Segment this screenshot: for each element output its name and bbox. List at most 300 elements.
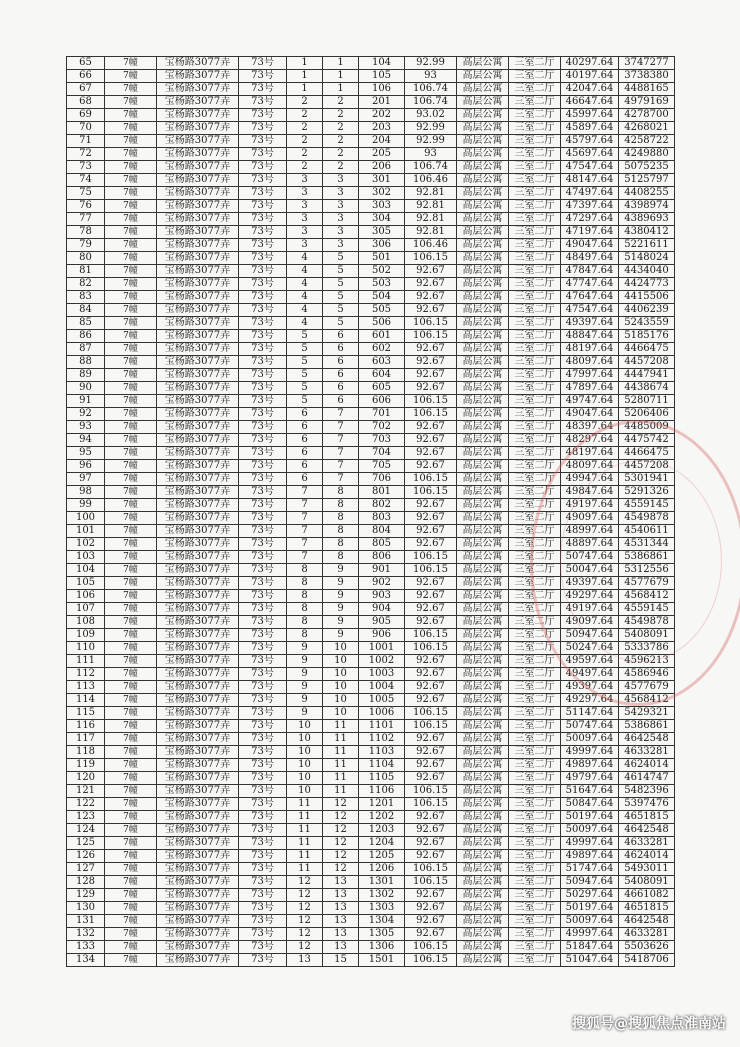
cell-seq: 97 [67, 473, 105, 486]
cell-building: 7幢 [105, 213, 157, 226]
cell-unit-price: 50097.64 [561, 915, 619, 928]
cell-real-floor: 5 [287, 330, 323, 343]
cell-real-floor: 10 [287, 746, 323, 759]
cell-seq: 75 [67, 187, 105, 200]
cell-room: 1301 [359, 876, 405, 889]
cell-real-floor: 9 [287, 694, 323, 707]
cell-seq: 118 [67, 746, 105, 759]
cell-total-price: 4596213 [619, 655, 675, 668]
cell-area: 106.15 [405, 785, 457, 798]
cell-total-price: 5148024 [619, 252, 675, 265]
cell-seq: 93 [67, 421, 105, 434]
cell-unit-price: 49997.64 [561, 837, 619, 850]
cell-area: 92.67 [405, 811, 457, 824]
cell-unit-price: 47297.64 [561, 213, 619, 226]
cell-building: 7幢 [105, 863, 157, 876]
cell-building: 7幢 [105, 902, 157, 915]
cell-road: 宝杨路3077弄 [157, 772, 239, 785]
cell-type: 高层公寓 [457, 772, 509, 785]
cell-total-price: 5075235 [619, 161, 675, 174]
cell-layout: 三室二厅 [509, 564, 561, 577]
cell-total-price: 4651815 [619, 902, 675, 915]
cell-total-price: 4466475 [619, 447, 675, 460]
cell-area: 92.67 [405, 512, 457, 525]
cell-building: 7幢 [105, 239, 157, 252]
price-table [66, 56, 675, 967]
cell-house-no: 73号 [239, 564, 287, 577]
cell-total-price: 4568412 [619, 694, 675, 707]
cell-road: 宝杨路3077弄 [157, 538, 239, 551]
cell-layout: 三室二厅 [509, 486, 561, 499]
cell-room: 801 [359, 486, 405, 499]
cell-house-no: 73号 [239, 876, 287, 889]
cell-nominal-floor: 10 [323, 694, 359, 707]
cell-unit-price: 49497.64 [561, 668, 619, 681]
cell-building: 7幢 [105, 369, 157, 382]
cell-house-no: 73号 [239, 694, 287, 707]
cell-room: 505 [359, 304, 405, 317]
table-row [67, 681, 675, 694]
cell-room: 1106 [359, 785, 405, 798]
cell-area: 106.15 [405, 642, 457, 655]
cell-type: 高层公寓 [457, 252, 509, 265]
cell-total-price: 4389693 [619, 213, 675, 226]
cell-seq: 69 [67, 109, 105, 122]
cell-building: 7幢 [105, 330, 157, 343]
cell-layout: 三室二厅 [509, 239, 561, 252]
table-row [67, 577, 675, 590]
cell-seq: 127 [67, 863, 105, 876]
cell-unit-price: 50047.64 [561, 564, 619, 577]
cell-area: 92.67 [405, 382, 457, 395]
cell-house-no: 73号 [239, 798, 287, 811]
cell-road: 宝杨路3077弄 [157, 889, 239, 902]
cell-type: 高层公寓 [457, 785, 509, 798]
cell-area: 92.67 [405, 265, 457, 278]
cell-room: 302 [359, 187, 405, 200]
cell-road: 宝杨路3077弄 [157, 252, 239, 265]
cell-unit-price: 50947.64 [561, 876, 619, 889]
cell-house-no: 73号 [239, 655, 287, 668]
cell-nominal-floor: 6 [323, 382, 359, 395]
cell-unit-price: 47197.64 [561, 226, 619, 239]
cell-type: 高层公寓 [457, 83, 509, 96]
cell-total-price: 5386861 [619, 720, 675, 733]
cell-nominal-floor: 5 [323, 317, 359, 330]
cell-road: 宝杨路3077弄 [157, 902, 239, 915]
cell-building: 7幢 [105, 837, 157, 850]
cell-total-price: 5333786 [619, 642, 675, 655]
cell-road: 宝杨路3077弄 [157, 460, 239, 473]
cell-seq: 72 [67, 148, 105, 161]
cell-road: 宝杨路3077弄 [157, 304, 239, 317]
cell-road: 宝杨路3077弄 [157, 239, 239, 252]
cell-road: 宝杨路3077弄 [157, 837, 239, 850]
cell-total-price: 4642548 [619, 824, 675, 837]
cell-real-floor: 6 [287, 460, 323, 473]
table-row [67, 187, 675, 200]
cell-room: 1305 [359, 928, 405, 941]
cell-building: 7幢 [105, 70, 157, 83]
table-row [67, 564, 675, 577]
cell-layout: 三室二厅 [509, 148, 561, 161]
cell-total-price: 5206406 [619, 408, 675, 421]
cell-unit-price: 47847.64 [561, 265, 619, 278]
cell-type: 高层公寓 [457, 408, 509, 421]
cell-house-no: 73号 [239, 239, 287, 252]
cell-road: 宝杨路3077弄 [157, 135, 239, 148]
cell-nominal-floor: 13 [323, 915, 359, 928]
cell-nominal-floor: 2 [323, 161, 359, 174]
cell-area: 92.99 [405, 135, 457, 148]
cell-building: 7幢 [105, 460, 157, 473]
cell-room: 805 [359, 538, 405, 551]
cell-layout: 三室二厅 [509, 811, 561, 824]
cell-total-price: 4624014 [619, 759, 675, 772]
cell-house-no: 73号 [239, 122, 287, 135]
cell-seq: 100 [67, 512, 105, 525]
cell-nominal-floor: 10 [323, 668, 359, 681]
table-row [67, 356, 675, 369]
cell-real-floor: 2 [287, 161, 323, 174]
cell-road: 宝杨路3077弄 [157, 629, 239, 642]
cell-room: 1001 [359, 642, 405, 655]
cell-room: 602 [359, 343, 405, 356]
cell-unit-price: 48397.64 [561, 421, 619, 434]
cell-total-price: 4531344 [619, 538, 675, 551]
cell-seq: 68 [67, 96, 105, 109]
table-row [67, 811, 675, 824]
cell-type: 高层公寓 [457, 759, 509, 772]
cell-road: 宝杨路3077弄 [157, 590, 239, 603]
cell-nominal-floor: 7 [323, 460, 359, 473]
cell-type: 高层公寓 [457, 447, 509, 460]
cell-road: 宝杨路3077弄 [157, 785, 239, 798]
cell-total-price: 5185176 [619, 330, 675, 343]
cell-nominal-floor: 8 [323, 512, 359, 525]
cell-total-price: 4466475 [619, 343, 675, 356]
cell-area: 106.15 [405, 798, 457, 811]
cell-unit-price: 49397.64 [561, 577, 619, 590]
cell-room: 706 [359, 473, 405, 486]
cell-seq: 133 [67, 941, 105, 954]
cell-type: 高层公寓 [457, 70, 509, 83]
cell-house-no: 73号 [239, 252, 287, 265]
table-row [67, 655, 675, 668]
cell-real-floor: 12 [287, 902, 323, 915]
cell-real-floor: 1 [287, 83, 323, 96]
cell-area: 92.81 [405, 200, 457, 213]
cell-room: 1002 [359, 655, 405, 668]
cell-house-no: 73号 [239, 538, 287, 551]
cell-total-price: 4651815 [619, 811, 675, 824]
cell-total-price: 4568412 [619, 590, 675, 603]
cell-nominal-floor: 10 [323, 642, 359, 655]
cell-real-floor: 10 [287, 785, 323, 798]
cell-house-no: 73号 [239, 733, 287, 746]
cell-road: 宝杨路3077弄 [157, 473, 239, 486]
cell-seq: 73 [67, 161, 105, 174]
cell-road: 宝杨路3077弄 [157, 603, 239, 616]
cell-seq: 81 [67, 265, 105, 278]
cell-type: 高层公寓 [457, 889, 509, 902]
cell-type: 高层公寓 [457, 187, 509, 200]
table-row [67, 928, 675, 941]
cell-layout: 三室二厅 [509, 512, 561, 525]
cell-real-floor: 6 [287, 408, 323, 421]
cell-real-floor: 11 [287, 798, 323, 811]
cell-layout: 三室二厅 [509, 850, 561, 863]
table-row [67, 876, 675, 889]
cell-type: 高层公寓 [457, 291, 509, 304]
cell-road: 宝杨路3077弄 [157, 499, 239, 512]
cell-building: 7幢 [105, 122, 157, 135]
table-row [67, 148, 675, 161]
cell-real-floor: 3 [287, 213, 323, 226]
cell-real-floor: 12 [287, 941, 323, 954]
cell-seq: 80 [67, 252, 105, 265]
cell-total-price: 4642548 [619, 733, 675, 746]
cell-room: 1203 [359, 824, 405, 837]
cell-area: 93 [405, 148, 457, 161]
cell-building: 7幢 [105, 928, 157, 941]
cell-layout: 三室二厅 [509, 538, 561, 551]
cell-unit-price: 50247.64 [561, 642, 619, 655]
cell-seq: 78 [67, 226, 105, 239]
cell-road: 宝杨路3077弄 [157, 109, 239, 122]
table-row [67, 395, 675, 408]
cell-nominal-floor: 9 [323, 564, 359, 577]
cell-room: 704 [359, 447, 405, 460]
cell-type: 高层公寓 [457, 148, 509, 161]
cell-area: 106.15 [405, 954, 457, 967]
cell-total-price: 4268021 [619, 122, 675, 135]
cell-building: 7幢 [105, 681, 157, 694]
cell-area: 92.67 [405, 759, 457, 772]
cell-road: 宝杨路3077弄 [157, 577, 239, 590]
cell-seq: 91 [67, 395, 105, 408]
cell-nominal-floor: 2 [323, 135, 359, 148]
cell-real-floor: 10 [287, 759, 323, 772]
cell-unit-price: 48097.64 [561, 460, 619, 473]
cell-layout: 三室二厅 [509, 447, 561, 460]
cell-house-no: 73号 [239, 174, 287, 187]
table-row [67, 122, 675, 135]
cell-total-price: 5408091 [619, 876, 675, 889]
cell-area: 106.15 [405, 551, 457, 564]
cell-layout: 三室二厅 [509, 187, 561, 200]
cell-room: 1501 [359, 954, 405, 967]
cell-area: 92.67 [405, 278, 457, 291]
cell-room: 203 [359, 122, 405, 135]
cell-road: 宝杨路3077弄 [157, 343, 239, 356]
cell-real-floor: 7 [287, 499, 323, 512]
cell-unit-price: 50847.64 [561, 798, 619, 811]
cell-unit-price: 48197.64 [561, 447, 619, 460]
cell-real-floor: 3 [287, 226, 323, 239]
cell-room: 1201 [359, 798, 405, 811]
cell-total-price: 4278700 [619, 109, 675, 122]
cell-building: 7幢 [105, 538, 157, 551]
cell-layout: 三室二厅 [509, 694, 561, 707]
cell-area: 106.15 [405, 252, 457, 265]
cell-area: 92.81 [405, 226, 457, 239]
cell-house-no: 73号 [239, 369, 287, 382]
cell-total-price: 4577679 [619, 681, 675, 694]
cell-unit-price: 49197.64 [561, 499, 619, 512]
cell-total-price: 4457208 [619, 460, 675, 473]
cell-house-no: 73号 [239, 382, 287, 395]
cell-building: 7幢 [105, 603, 157, 616]
cell-unit-price: 45697.64 [561, 148, 619, 161]
cell-total-price: 4438674 [619, 382, 675, 395]
cell-road: 宝杨路3077弄 [157, 213, 239, 226]
cell-type: 高层公寓 [457, 226, 509, 239]
cell-building: 7幢 [105, 629, 157, 642]
table-row [67, 161, 675, 174]
cell-layout: 三室二厅 [509, 707, 561, 720]
cell-type: 高层公寓 [457, 850, 509, 863]
cell-nominal-floor: 5 [323, 291, 359, 304]
cell-room: 1304 [359, 915, 405, 928]
table-row [67, 135, 675, 148]
table-row [67, 590, 675, 603]
cell-seq: 83 [67, 291, 105, 304]
cell-house-no: 73号 [239, 330, 287, 343]
cell-room: 105 [359, 70, 405, 83]
table-row [67, 798, 675, 811]
cell-road: 宝杨路3077弄 [157, 512, 239, 525]
cell-real-floor: 11 [287, 811, 323, 824]
cell-road: 宝杨路3077弄 [157, 57, 239, 70]
cell-real-floor: 9 [287, 668, 323, 681]
cell-seq: 128 [67, 876, 105, 889]
cell-type: 高层公寓 [457, 499, 509, 512]
cell-type: 高层公寓 [457, 343, 509, 356]
cell-seq: 77 [67, 213, 105, 226]
cell-layout: 三室二厅 [509, 408, 561, 421]
cell-house-no: 73号 [239, 629, 287, 642]
cell-seq: 129 [67, 889, 105, 902]
cell-nominal-floor: 5 [323, 278, 359, 291]
table-row [67, 304, 675, 317]
cell-seq: 132 [67, 928, 105, 941]
cell-area: 92.67 [405, 681, 457, 694]
cell-house-no: 73号 [239, 928, 287, 941]
cell-unit-price: 40297.64 [561, 57, 619, 70]
cell-layout: 三室二厅 [509, 733, 561, 746]
cell-area: 92.67 [405, 304, 457, 317]
cell-nominal-floor: 12 [323, 811, 359, 824]
cell-building: 7幢 [105, 161, 157, 174]
cell-house-no: 73号 [239, 577, 287, 590]
cell-nominal-floor: 6 [323, 395, 359, 408]
cell-nominal-floor: 8 [323, 538, 359, 551]
cell-nominal-floor: 9 [323, 577, 359, 590]
cell-total-price: 4979169 [619, 96, 675, 109]
cell-unit-price: 47997.64 [561, 369, 619, 382]
cell-real-floor: 7 [287, 525, 323, 538]
cell-nominal-floor: 3 [323, 174, 359, 187]
cell-layout: 三室二厅 [509, 278, 561, 291]
cell-unit-price: 50197.64 [561, 811, 619, 824]
cell-road: 宝杨路3077弄 [157, 265, 239, 278]
cell-road: 宝杨路3077弄 [157, 408, 239, 421]
cell-room: 703 [359, 434, 405, 447]
cell-real-floor: 2 [287, 122, 323, 135]
cell-layout: 三室二厅 [509, 70, 561, 83]
cell-road: 宝杨路3077弄 [157, 876, 239, 889]
cell-layout: 三室二厅 [509, 655, 561, 668]
cell-unit-price: 47547.64 [561, 161, 619, 174]
cell-area: 92.67 [405, 603, 457, 616]
table-row [67, 447, 675, 460]
cell-area: 92.67 [405, 824, 457, 837]
table-row [67, 317, 675, 330]
cell-nominal-floor: 9 [323, 629, 359, 642]
cell-room: 1204 [359, 837, 405, 850]
cell-road: 宝杨路3077弄 [157, 954, 239, 967]
cell-area: 92.67 [405, 577, 457, 590]
cell-area: 92.67 [405, 356, 457, 369]
cell-layout: 三室二厅 [509, 109, 561, 122]
cell-area: 92.99 [405, 122, 457, 135]
cell-nominal-floor: 11 [323, 759, 359, 772]
cell-road: 宝杨路3077弄 [157, 798, 239, 811]
cell-unit-price: 51047.64 [561, 954, 619, 967]
cell-real-floor: 8 [287, 629, 323, 642]
cell-nominal-floor: 10 [323, 655, 359, 668]
cell-total-price: 3747277 [619, 57, 675, 70]
cell-nominal-floor: 11 [323, 772, 359, 785]
table-row [67, 850, 675, 863]
cell-house-no: 73号 [239, 889, 287, 902]
cell-type: 高层公寓 [457, 720, 509, 733]
cell-type: 高层公寓 [457, 642, 509, 655]
cell-seq: 96 [67, 460, 105, 473]
cell-total-price: 4406239 [619, 304, 675, 317]
cell-layout: 三室二厅 [509, 96, 561, 109]
cell-unit-price: 47647.64 [561, 291, 619, 304]
cell-house-no: 73号 [239, 278, 287, 291]
cell-room: 806 [359, 551, 405, 564]
cell-room: 606 [359, 395, 405, 408]
cell-unit-price: 45897.64 [561, 122, 619, 135]
cell-house-no: 73号 [239, 317, 287, 330]
cell-unit-price: 47497.64 [561, 187, 619, 200]
cell-building: 7幢 [105, 590, 157, 603]
cell-house-no: 73号 [239, 759, 287, 772]
cell-area: 92.67 [405, 460, 457, 473]
cell-building: 7幢 [105, 57, 157, 70]
cell-area: 92.67 [405, 434, 457, 447]
cell-layout: 三室二厅 [509, 876, 561, 889]
cell-layout: 三室二厅 [509, 837, 561, 850]
cell-area: 92.67 [405, 668, 457, 681]
cell-layout: 三室二厅 [509, 954, 561, 967]
cell-seq: 113 [67, 681, 105, 694]
table-row [67, 291, 675, 304]
cell-seq: 125 [67, 837, 105, 850]
cell-area: 92.67 [405, 694, 457, 707]
cell-area: 106.74 [405, 96, 457, 109]
cell-total-price: 5125797 [619, 174, 675, 187]
cell-seq: 94 [67, 434, 105, 447]
table-row [67, 954, 675, 967]
cell-layout: 三室二厅 [509, 798, 561, 811]
cell-room: 901 [359, 564, 405, 577]
cell-real-floor: 4 [287, 265, 323, 278]
